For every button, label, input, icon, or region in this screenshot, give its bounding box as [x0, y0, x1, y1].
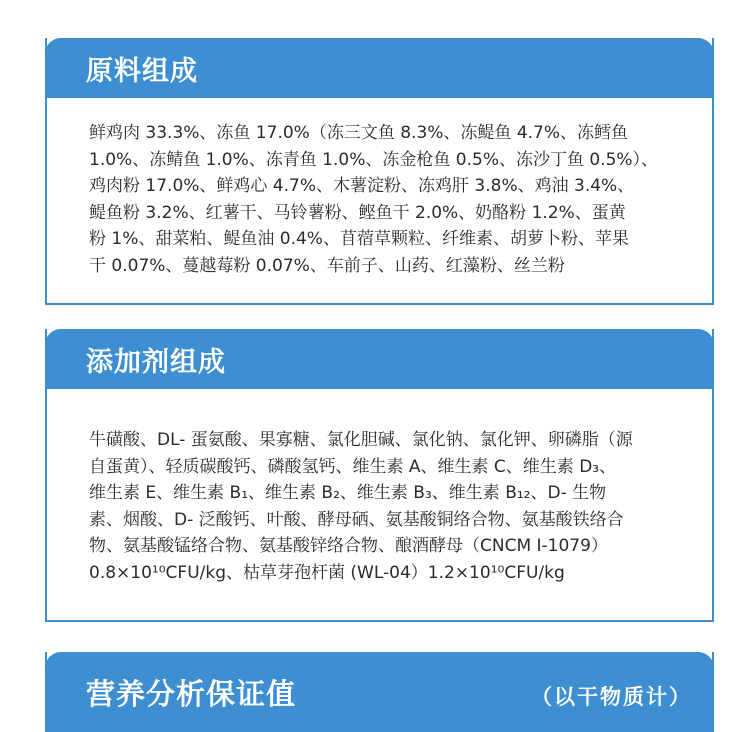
- ingredients-line: 1.0%、冻鲭鱼 1.0%、冻青鱼 1.0%、冻金枪鱼 0.5%、冻沙丁鱼 0.5%）、: [89, 149, 659, 170]
- additives-line: 自蛋黄）、轻质碳酸钙、磷酸氢钙、维生素 A、维生素 C、维生素 D₃、: [89, 456, 617, 477]
- nutrition-panel: [45, 652, 714, 732]
- additives-text: [47, 389, 712, 586]
- ingredients-line: 干 0.07%、蔓越莓粉 0.07%、车前子、山药、红藻粉、丝兰粉: [89, 255, 565, 276]
- nutrition-header: [45, 652, 714, 732]
- ingredients-panel: [45, 38, 714, 305]
- nutrition-title: 营养分析保证值: [86, 677, 297, 711]
- additives-line: 牛磺酸、DL- 蛋氨酸、果寡糖、氯化胆碱、氯化钠、氯化钾、卵磷脂（源: [89, 430, 633, 450]
- ingredients-line: 鸡肉粉 17.0%、鲜鸡心 4.7%、木薯淀粉、冻鸡肝 3.8%、鸡油 3.4%、: [89, 176, 635, 196]
- additives-line: 维生素 E、维生素 B₁、维生素 B₂、维生素 B₃、维生素 B₁₂、D- 生物: [89, 483, 607, 503]
- additives-line: 0.8×10¹⁰CFU/kg、枯草芽孢杆菌 (WL-04）1.2×10¹⁰CFU/kg: [89, 562, 565, 583]
- additives-panel: [45, 329, 714, 622]
- ingredients-line: 粉 1%、甜菜粕、鳀鱼油 0.4%、苜蓿草颗粒、纤维素、胡萝卜粉、苹果: [89, 229, 629, 249]
- additives-title: 添加剂组成: [86, 346, 226, 378]
- ingredients-line: 鲜鸡肉 33.3%、冻鱼 17.0%（冻三文鱼 8.3%、冻鳀鱼 4.7%、冻鳕鱼: [89, 123, 629, 143]
- ingredients-header: [45, 38, 714, 98]
- ingredients-title: 原料组成: [86, 55, 198, 87]
- additives-line: 素、烟酸、D- 泛酸钙、叶酸、酵母硒、氨基酸铜络合物、氨基酸铁络合: [89, 509, 624, 530]
- additives-line: 物、氨基酸锰络合物、氨基酸锌络合物、酿酒酵母（CNCM I-1079）: [89, 536, 608, 556]
- nutrition-note: （以干物质计）: [531, 685, 692, 709]
- additives-header: [45, 329, 714, 389]
- ingredients-text: [47, 98, 712, 279]
- ingredients-line: 鳀鱼粉 3.2%、红薯干、马铃薯粉、鲣鱼干 2.0%、奶酪粉 1.2%、蛋黄: [89, 202, 626, 223]
